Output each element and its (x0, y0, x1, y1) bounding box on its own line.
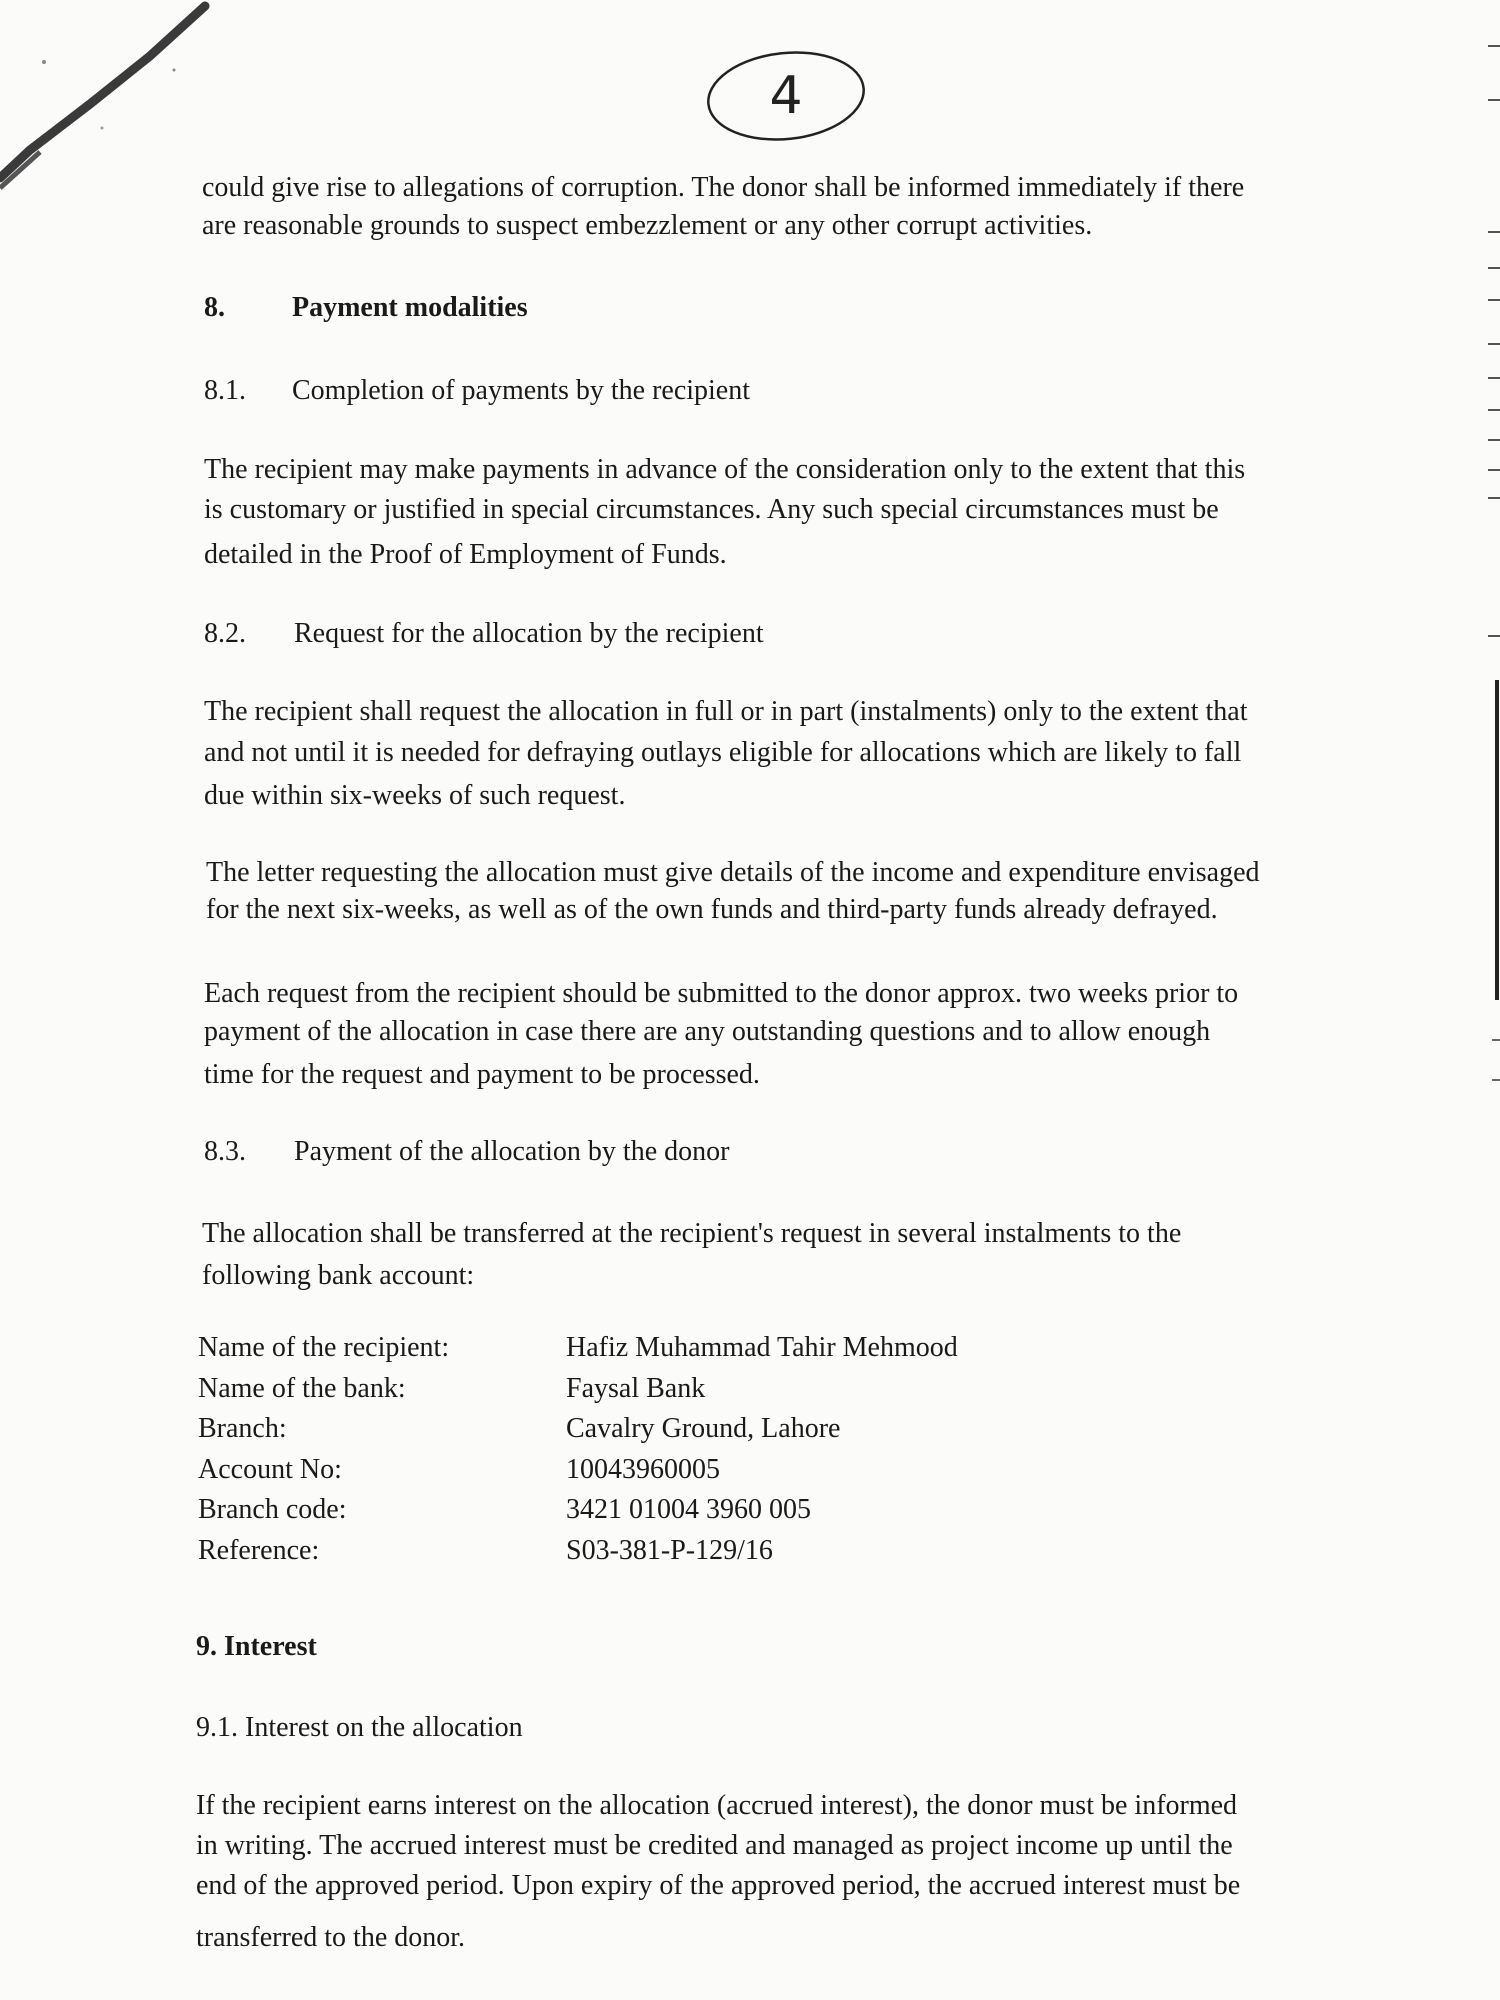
intro-line-2: are reasonable grounds to suspect embezzlement or any other corrupt activities. (202, 210, 1093, 241)
scan-staple-mark (0, 0, 230, 200)
bank-value: 10043960005 (566, 1453, 720, 1485)
subsection-8-3-heading (204, 1132, 729, 1172)
intro-line-1: could give rise to allegations of corruption. The donor shall be informed immediately if there (202, 172, 1245, 203)
bank-row (198, 1531, 958, 1572)
s91-line-3: end of the approved period. Upon expiry of the approved period, the accrued interest must be (196, 1870, 1241, 1901)
subsection-8-2-heading (204, 614, 764, 654)
subsection-8-1-heading (204, 371, 750, 411)
bank-row (198, 1369, 958, 1410)
s81-line-2: is customary or justified in special circumstances. Any such special circumstances must be (204, 494, 1219, 525)
s82-p1-line-3: due within six-weeks of such request. (204, 780, 626, 811)
bank-label: Branch: (198, 1413, 287, 1444)
page-number-text: 4 (769, 66, 803, 126)
s83-line-2: following bank account: (202, 1260, 475, 1291)
bank-value: 3421 01004 3960 005 (566, 1494, 811, 1525)
bank-label: Name of the recipient: (198, 1332, 450, 1363)
bank-row (198, 1450, 958, 1491)
s82-p2-line-1: The letter requesting the allocation must give details of the income and expenditure envisaged (206, 857, 1260, 888)
bank-value: Cavalry Ground, Lahore (566, 1413, 841, 1444)
s82-p3-line-1: Each request from the recipient should be submitted to the donor approx. two weeks prior to (204, 978, 1239, 1009)
bank-details-table (198, 1328, 958, 1571)
subsection-8-1-title: Completion of payments by the recipient (292, 375, 751, 406)
bank-value: Hafiz Muhammad Tahir Mehmood (566, 1332, 958, 1363)
subsection-8-1-number: 8.1. (204, 375, 246, 406)
section-8-heading (204, 288, 528, 328)
section-8-title: Payment modalities (292, 292, 528, 323)
s91-line-2: in writing. The accrued interest must be credited and managed as project income up until the (196, 1830, 1233, 1861)
s91-line-1: If the recipient earns interest on the allocation (accrued interest), the donor must be informed (196, 1790, 1238, 1821)
subsection-8-2-title: Request for the allocation by the recipient (294, 618, 764, 649)
scan-edge-artifact (1466, 0, 1500, 2000)
subsection-9-1-heading: 9.1. Interest on the allocation (196, 1712, 523, 1743)
subsection-8-3-number: 8.3. (204, 1136, 246, 1167)
page-number (706, 46, 866, 146)
bank-row (198, 1490, 958, 1531)
s82-p1-line-2: and not until it is needed for defraying outlays eligible for allocations which are likely to fall (204, 737, 1242, 768)
s81-line-1: The recipient may make payments in advance of the consideration only to the extent that this (204, 454, 1246, 485)
bank-label: Branch code: (198, 1494, 347, 1525)
bank-row (198, 1409, 958, 1450)
s82-p1-line-1: The recipient shall request the allocation in full or in part (instalments) only to the extent that (204, 696, 1248, 727)
s82-p2-line-2: for the next six-weeks, as well as of the own funds and third-party funds already defrayed. (206, 894, 1218, 925)
section-9-heading: 9. Interest (196, 1631, 317, 1662)
bank-label: Account No: (198, 1453, 342, 1485)
s82-p3-line-3: time for the request and payment to be processed. (204, 1059, 760, 1090)
s81-line-3: detailed in the Proof of Employment of Funds. (204, 539, 727, 570)
subsection-8-3-title: Payment of the allocation by the donor (294, 1136, 730, 1167)
s91-line-4: transferred to the donor. (196, 1922, 466, 1953)
s83-line-1: The allocation shall be transferred at the recipient's request in several instalments to the (202, 1218, 1182, 1249)
bank-value: Faysal Bank (566, 1372, 706, 1404)
s82-p3-line-2: payment of the allocation in case there are any outstanding questions and to allow enough (204, 1016, 1211, 1047)
bank-label: Name of the bank: (198, 1372, 406, 1404)
bank-value: S03-381-P-129/16 (566, 1534, 773, 1566)
subsection-8-2-number: 8.2. (204, 618, 246, 649)
bank-row (198, 1328, 958, 1369)
section-8-number: 8. (204, 292, 225, 323)
bank-label: Reference: (198, 1534, 320, 1566)
